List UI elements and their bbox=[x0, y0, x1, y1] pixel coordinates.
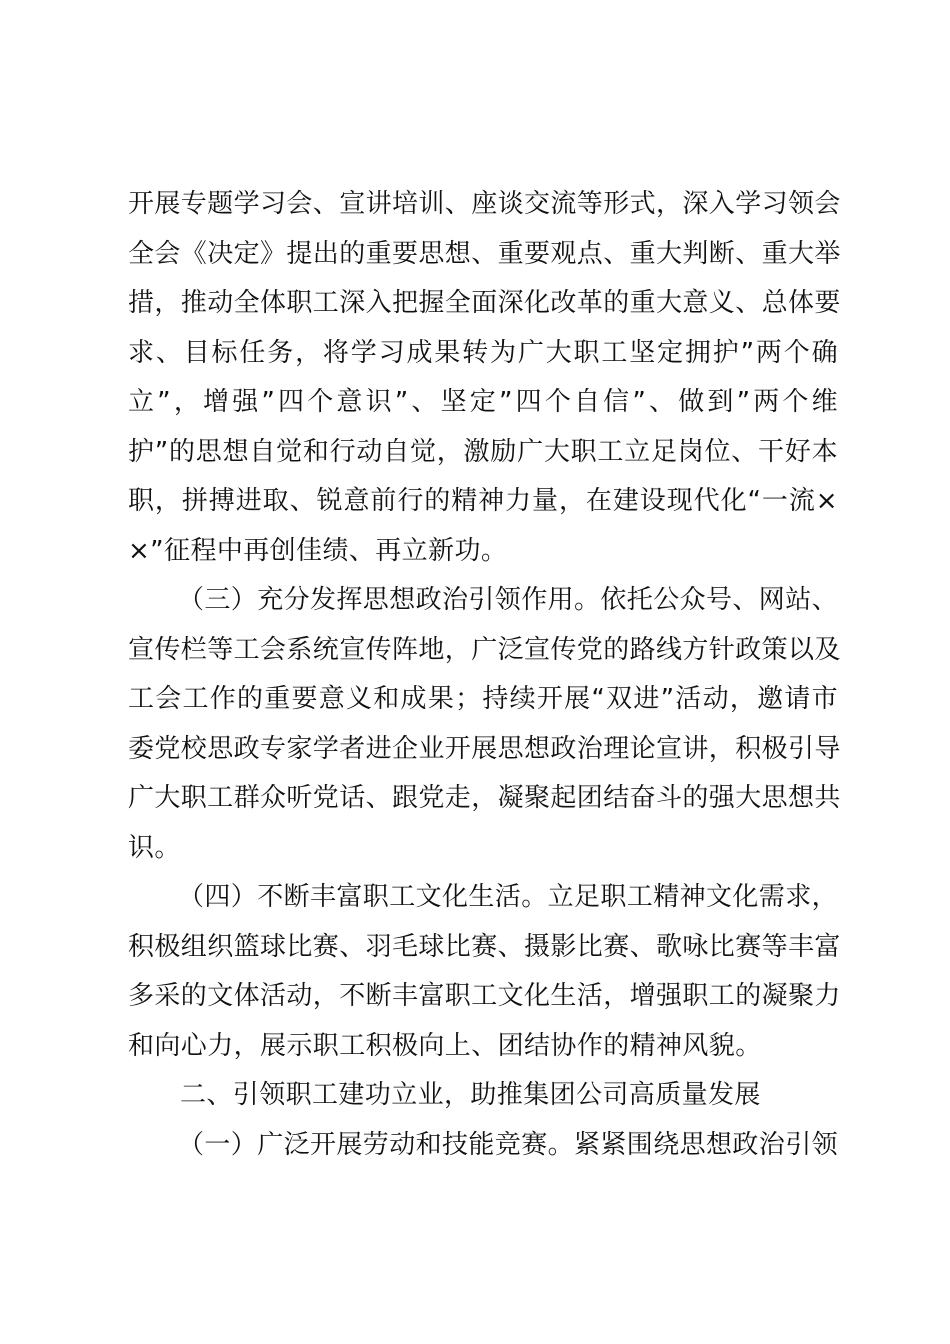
text-line: 护”的思想自觉和行动自觉，激励广大职工立足岗位、干好本 bbox=[128, 436, 838, 467]
chapter-heading: 二、引领职工建功立业，助推集团公司高质量发展 bbox=[180, 1080, 761, 1110]
text-line: ×”征程中再创佳绩、再立新功。 bbox=[128, 535, 508, 566]
text-line: 职，拼搏进取、锐意前行的精神力量，在建设现代化“一流× bbox=[128, 486, 838, 516]
section-heading-4: （四）不断丰富职工文化生活。立足职工精神文化需求， bbox=[178, 882, 839, 912]
text-line: 工会工作的重要意义和成果；持续开展“双进”活动，邀请市 bbox=[128, 684, 838, 714]
text-line: 委党校思政专家学者进企业开展思想政治理论宣讲，积极引导 bbox=[128, 733, 841, 764]
section-heading-1: （一）广泛开展劳动和技能竞赛。紧紧围绕思想政治引领 bbox=[178, 1129, 839, 1160]
text-line: 宣传栏等工会系统宣传阵地，广泛宣传党的路线方针政策以及 bbox=[128, 634, 841, 665]
document-body bbox=[128, 180, 841, 1170]
text-line: 积极组织篮球比赛、羽毛球比赛、摄影比赛、歌咏比赛等丰富 bbox=[128, 931, 841, 962]
text-line: 立”，增强”四个意识”、坚定”四个自信”、做到”两个维 bbox=[128, 387, 838, 417]
text-line: 求、目标任务，将学习成果转为广大职工坚定拥护”两个确 bbox=[128, 337, 838, 368]
text-line: 开展专题学习会、宣讲培训、座谈交流等形式，深入学习领会 bbox=[128, 189, 841, 219]
text-line: 措，推动全体职工深入把握全面深化改革的重大意义、总体要 bbox=[128, 288, 841, 318]
text-line: 多采的文体活动，不断丰富职工文化生活，增强职工的凝聚力 bbox=[128, 981, 841, 1011]
text-line: 广大职工群众听党话、跟党走，凝聚起团结奋斗的强大思想共 bbox=[128, 783, 841, 813]
text-line: 识。 bbox=[128, 832, 181, 863]
text-line: 和向心力，展示职工积极向上、团结协作的精神风貌。 bbox=[128, 1030, 762, 1061]
section-heading-3: （三）充分发挥思想政治引领作用。依托公众号、网站、 bbox=[178, 585, 839, 615]
text-line: 全会《决定》提出的重要思想、重要观点、重大判断、重大举 bbox=[128, 238, 841, 269]
